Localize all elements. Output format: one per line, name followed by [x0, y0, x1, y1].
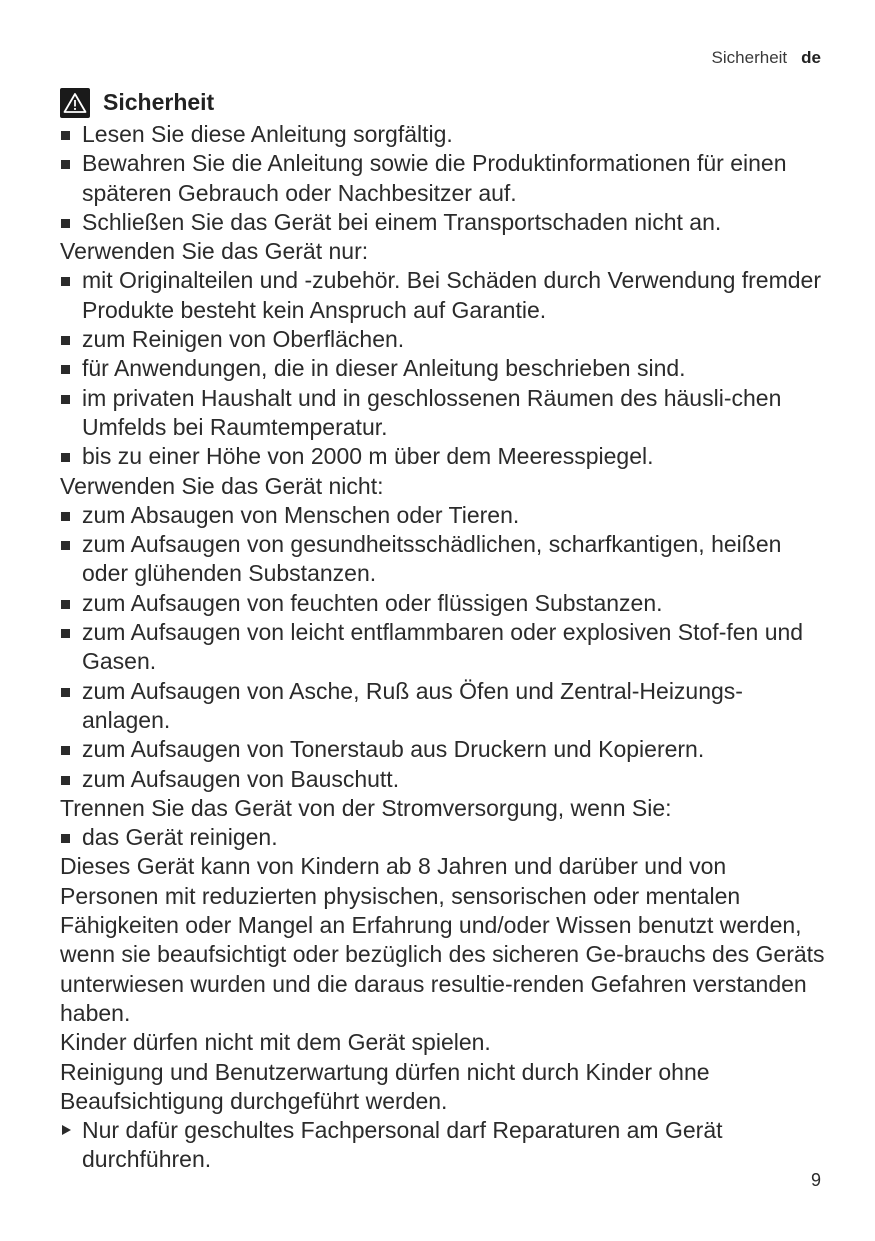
section-heading — [60, 86, 825, 119]
header-language-code: de — [801, 48, 821, 67]
bullet-read-manual: Lesen Sie diese Anleitung sorgfältig. — [60, 120, 825, 149]
header-section-title: Sicherheit — [711, 48, 788, 67]
bullet-altitude-limit: bis zu einer Höhe von 2000 m über dem Meeresspiegel. — [60, 442, 825, 471]
safety-section — [60, 86, 825, 1175]
bullet-original-parts: mit Originalteilen und -zubehör. Bei Schäden durch Verwendung fremder Produkte besteht kein Anspruch auf Garantie. — [60, 266, 825, 325]
section-title: Sicherheit — [103, 88, 215, 115]
running-header — [712, 48, 821, 68]
paragraph-children-play: Kinder dürfen nicht mit dem Gerät spielen. — [60, 1029, 491, 1056]
page-number: 9 — [810, 1170, 821, 1190]
warning-triangle-icon — [60, 88, 90, 118]
bullet-construction-debris: zum Aufsaugen von Bauschutt. — [60, 765, 825, 794]
bullet-cleaning-device: das Gerät reinigen. — [60, 823, 825, 852]
bullet-people-animals: zum Absaugen von Menschen oder Tieren. — [60, 501, 825, 530]
bullet-transport-damage: Schließen Sie das Gerät bei einem Transportschaden nicht an. — [60, 208, 825, 237]
bullet-toner-dust: zum Aufsaugen von Tonerstaub aus Druckern und Kopierern. — [60, 735, 825, 764]
bullet-ash-soot: zum Aufsaugen von Asche, Ruß aus Öfen und Zentral-Heizungs-anlagen. — [60, 677, 825, 736]
bullet-private-household: im privaten Haushalt und in geschlossenen Räumen des häusli-chen Umfelds bei Raumtemperatur. — [60, 384, 825, 443]
paragraph-children-usage: Dieses Gerät kann von Kindern ab 8 Jahren und darüber und von Personen mit reduzierten physischen, sensorischen oder mentalen Fähigkeiten oder Mangel an Erfahrung und/oder Wissen benutzt werden, wenn sie beaufsichtigt oder bezüglich des sicheren Ge-brauchs des Geräts unterwiesen wurden und die daraus resultie-renden Gefahren verstanden haben. — [60, 853, 825, 1026]
bullet-liquid-substances: zum Aufsaugen von feuchten oder flüssigen Substanzen. — [60, 589, 825, 618]
bullet-hazardous-substances: zum Aufsaugen von gesundheitsschädlichen, scharfkantigen, heißen oder glühenden Substanzen. — [60, 530, 825, 589]
paragraph-disconnect-power: Trennen Sie das Gerät von der Stromversorgung, wenn Sie: — [60, 794, 672, 821]
bullet-flammable-substances: zum Aufsaugen von leicht entflammbaren oder explosiven Stof-fen und Gasen. — [60, 618, 825, 677]
bullet-keep-manual: Bewahren Sie die Anleitung sowie die Produktinformationen für einen späteren Gebrauch oder Nachbesitzer auf. — [60, 149, 825, 208]
paragraph-do-not-use: Verwenden Sie das Gerät nicht: — [60, 472, 384, 499]
action-repairs-by-specialists: Nur dafür geschultes Fachpersonal darf Reparaturen am Gerät durchführen. — [60, 1116, 825, 1175]
paragraph-use-only: Verwenden Sie das Gerät nur: — [60, 238, 369, 265]
bullet-cleaning-surfaces: zum Reinigen von Oberflächen. — [60, 325, 825, 354]
paragraph-children-cleaning: Reinigung und Benutzerwartung dürfen nicht durch Kinder ohne Beaufsichtigung durchgeführt werden. — [60, 1058, 710, 1114]
bullet-described-uses: für Anwendungen, die in dieser Anleitung beschrieben sind. — [60, 354, 825, 383]
